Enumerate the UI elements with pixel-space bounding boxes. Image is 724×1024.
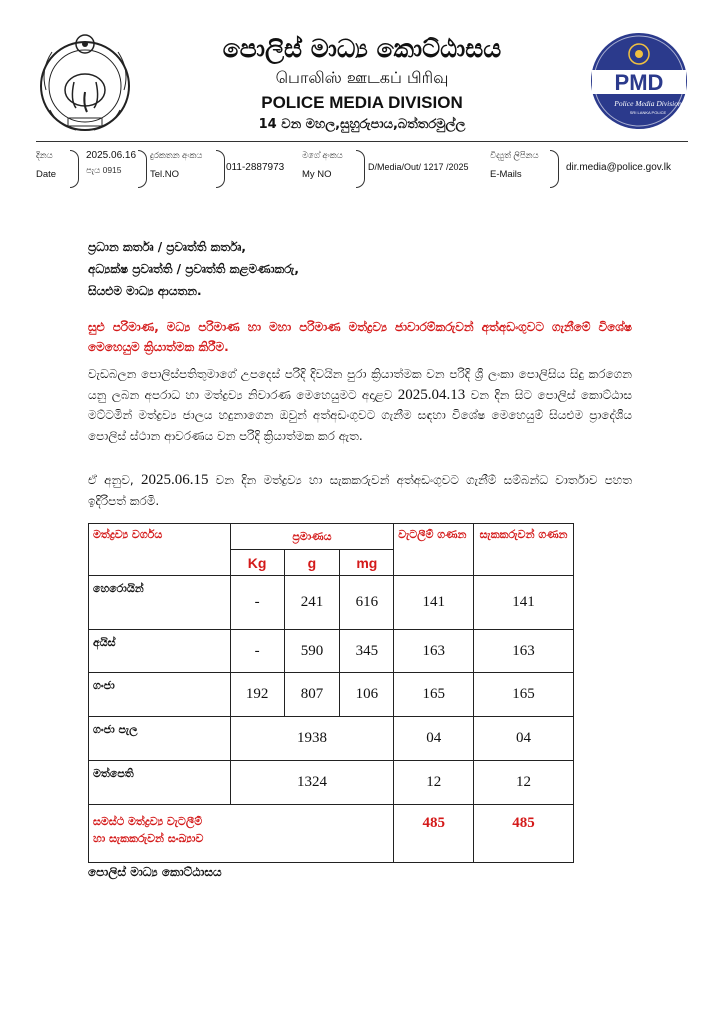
paragraph2-date: 2025.06.15	[140, 472, 209, 488]
subject-heading: සුළු පරිමාණ, මධ්‍ය පරිමාණ හා මහා පරිමාණ මත්ද්‍රව්‍ය ජාවාරම්කරුවන් අත්අඩංගුවට ගැනීමේ විශේෂ මෙහෙයුම ක්‍රියාත්මක කිරීම.	[88, 320, 632, 354]
meta-date-label: දිනය Date	[36, 150, 76, 190]
table-row: ගංජා 192 807 106 165 165	[89, 673, 574, 717]
total-raids: 485	[394, 805, 474, 863]
table-row: හෙරොයින් - 241 616 141 141	[89, 576, 574, 630]
header-drug-type: මත්ද්‍රව්‍ය වර්ගය	[89, 524, 231, 576]
table-row: අයිස් - 590 345 163 163	[89, 630, 574, 673]
header-title-tamil: பொலிஸ் ஊடகப் பிரிவு	[275, 68, 449, 87]
body-paragraph-1: වැඩබලන පොලිස්පතිතුමාගේ උපදෙස් පරිදි දිවයින පුරා ක්‍රියාත්මක වන පරිදි ශ්‍රී ලංකා පොලිසිය සිදු කරගෙන යනු ලබන අපරාධ හා මත්ද්‍රව්‍ය නිවාරණ මෙහෙයුමට අදාළව 2025.04.13 වන දින සිට පොලිස් කොට්ඨාස මට්ටමින් මත්ද්‍රව්‍ය ජාලය හදුනාගෙන ඔවුන් අත්අඩංගුවට ගැනීම සඳහා විශේෂ මෙහෙයුම් සියළුම ප්‍රාදේශීය පොලිස් ස්ථාන ආවරණය වන පරිදි ක්‍රියාත්මක කර ඇත.	[88, 367, 632, 443]
pmd-logo-subcaption: SRI LANKA POLICE	[629, 110, 667, 115]
header-quantity: ප්‍රමාණය	[230, 524, 394, 550]
table-row: ගංජා පැල 1938 04 04	[89, 717, 574, 761]
header-title-sinhala: පොලිස් මාධ්‍ය කොට්ඨාසය	[222, 34, 502, 63]
body-paragraph-2: ඒ අනුව, 2025.06.15 වන දින මත්ද්‍රව්‍ය හා සැකකරුවන් අත්අඩංගුවට ගැනීම් සම්බන්ධ වාර්තාව පහත ඉදිරිපත් කරමි.	[88, 472, 632, 508]
table-header-row	[89, 524, 574, 550]
pmd-logo-text: PMD	[614, 70, 664, 95]
addressee-block	[88, 236, 299, 302]
addressee-line: සියළුම මාධ්‍ය ආයතන.	[88, 284, 202, 298]
addressee-line: අධ්‍යක්ෂ ප්‍රවෘත්ති / ප්‍රවෘත්ති කළමණාකරු,	[88, 262, 299, 276]
header-kg: Kg	[230, 550, 284, 576]
pmd-logo-caption: Police Media Division	[614, 99, 682, 108]
signature-block: පොලිස් මාධ්‍ය කොට්ඨාසය	[88, 865, 222, 879]
header-suspects: සැකකරුවන් ගණන	[474, 524, 574, 576]
table-total-row	[89, 805, 574, 863]
meta-myno-label: මගේ අංකය My NO	[302, 150, 362, 190]
header-title-english: POLICE MEDIA DIVISION	[261, 93, 463, 112]
paragraph1-date: 2025.04.13	[397, 386, 466, 403]
meta-date-value: 2025.06.16 පැය 0915	[86, 150, 146, 190]
table-row: මත්පෙති 1324 12 12	[89, 761, 574, 805]
meta-tel-label: දුරකතන අංකය Tel.NO	[150, 150, 222, 190]
header-mg: mg	[340, 550, 394, 576]
addressee-line: ප්‍රධාන කර්තෘ / ප්‍රවෘත්ති කර්තෘ,	[88, 240, 246, 254]
header-g: g	[284, 550, 340, 576]
total-suspects: 485	[474, 805, 574, 863]
header-divider	[36, 141, 688, 142]
meta-tel-value: 011-2887973	[226, 162, 285, 173]
meta-myno-value: D/Media/Out/ 1217 /2025	[368, 162, 469, 172]
drug-seizure-table	[88, 523, 574, 863]
header-address: 14 වන මහල,සුහුරුපාය,බත්තරමුල්ල	[258, 117, 466, 132]
meta-email-value: dir.media@police.gov.lk	[566, 162, 672, 173]
total-label: සමස්ථ මත්ද්‍රව්‍ය වැටලීම් හා සැකකරුවන් සංඛ්‍යාව	[89, 805, 394, 863]
header-raids: වැටලීම් ගණන	[394, 524, 474, 576]
meta-email-label: විද්‍යුත් ලිපිනය E-Mails	[490, 150, 558, 190]
